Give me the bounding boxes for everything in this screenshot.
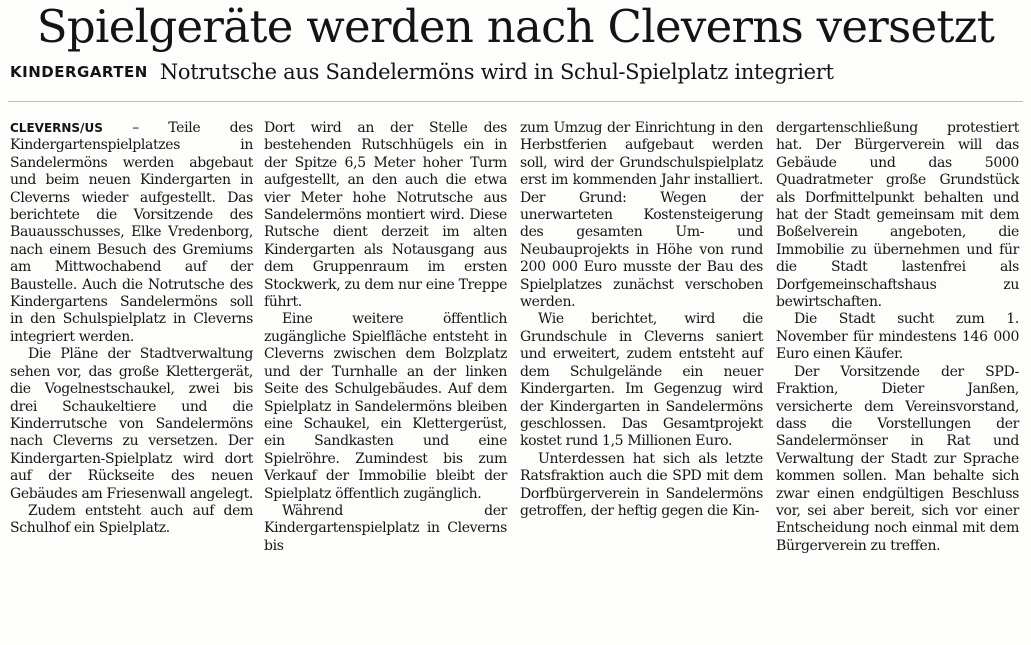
article-headline: Spielgeräte werden nach Cleverns versetzt [36, 0, 995, 53]
paragraph: Der Vorsitzende der SPD-Fraktion, Dieter Janßen, versicherte dem Vereinsvorstand, dass die Vorstellungen der Sandelermönser in Rat und Verwaltung der Stadt zur Sprache kommen sollen. Man behalte sich zwar einen endgültigen Beschluss vor, sei aber bereit, sich vor einer Entscheidung noch einmal mit dem Bürgerverein zu treffen. [776, 363, 1019, 554]
article-subtitle: Notrutsche aus Sandelermöns wird in Schul-Spielplatz integriert [159, 60, 834, 84]
article-column-1 [10, 120, 253, 538]
paragraph-text: – Teile des Kindergartenspielplatzes in Sandelermöns werden abgebaut und beim neuen Kindergarten in Cleverns wieder aufgestellt. Das berichtete die Vorsitzende des Bauausschusses, Elke Vredenborg, nach einem Besuch des Gremiums am Mittwochabend auf der Baustelle. Auch die Notrutsche des Kindergartens Sandelermöns soll in den Schulspielplatz in Cleverns integriert werden. [10, 120, 253, 345]
paragraph: Wie berichtet, wird die Grundschule in Cleverns saniert und erweitert, zudem entsteht auf dem Schulgelände ein neuer Kindergarten. Im Gegenzug wird der Kindergarten in Sandelermöns geschlossen. Das Gesamtprojekt kostet rund 1,5 Millionen Euro. [520, 311, 763, 450]
paragraph: Eine weitere öffentlich zugängliche Spielfläche entsteht in Cleverns zwischen dem Bolzplatz und der Turnhalle an der linken Seite des Schulgebäudes. Auf dem Spielplatz in Sandelermöns bleiben eine Schaukel, ein Klettergerüst, ein Sandkasten und eine Spielröhre. Zumindest bis zum Verkauf der Immobilie bleibt der Spielplatz öffentlich zugänglich. [264, 311, 507, 502]
article-subline [10, 60, 1020, 84]
paragraph: Zudem entsteht auch auf dem Schulhof ein Spielplatz. [10, 502, 253, 537]
paragraph: Während der Kindergartenspielplatz in Cleverns bis [264, 502, 507, 554]
paragraph: Die Stadt sucht zum 1. November für mindestens 146 000 Euro einen Käufer. [776, 311, 1019, 363]
headline-divider [8, 101, 1023, 102]
article-column-2 [264, 120, 507, 555]
paragraph: dergartenschließung protestiert hat. Der Bürgerverein will das Gebäude und das 5000 Quadratmeter große Grundstück als Dorfmittelpunkt behalten und hat der Stadt gemeinsam mit dem Boßelverein angeboten, die Immobilie zu übernehmen und für die Stadt lastenfrei als Dorfgemeinschaftshaus zu bewirtschaften. [776, 120, 1019, 311]
article-dateline: CLEVERNS/US [10, 121, 103, 135]
paragraph [10, 120, 253, 346]
paragraph: Unterdessen hat sich als letzte Ratsfraktion auch die SPD mit dem Dorfbürgerverein in Sandelermöns getroffen, der heftig gegen die Kin- [520, 450, 763, 519]
paragraph: Dort wird an der Stelle des bestehenden Rutschhügels ein in der Spitze 6,5 Meter hoher Turm aufgestellt, an den auch die etwa vier Meter hohe Notrutsche aus Sandelermöns montiert wird. Diese Rutsche dient derzeit im alten Kindergarten als Notausgang aus dem Gruppenraum im ersten Stockwerk, zu dem nur eine Treppe führt. [264, 120, 507, 311]
article-kicker: KINDERGARTEN [10, 63, 148, 81]
paragraph: Die Pläne der Stadtverwaltung sehen vor, das große Klettergerät, die Vogelnestschaukel, zwei bis drei Schaukeltiere und die Kinderrutsche von Sandelermöns nach Cleverns zu versetzen. Der Kindergarten-Spielplatz wird dort auf der Rückseite des neuen Gebäudes am Friesenwall angelegt. [10, 346, 254, 502]
article-column-3 [520, 120, 763, 520]
paragraph: zum Umzug der Einrichtung in den Herbstferien aufgebaut werden soll, wird der Grundschulspielplatz erst im kommenden Jahr installiert. Der Grund: Wegen der unerwarteten Kostensteigerung des gesamten Um- und Neubauprojekts in Höhe von rund 200 000 Euro musste der Bau des Spielplatzes zunächst verschoben werden. [520, 120, 763, 311]
article-column-4 [776, 120, 1019, 555]
